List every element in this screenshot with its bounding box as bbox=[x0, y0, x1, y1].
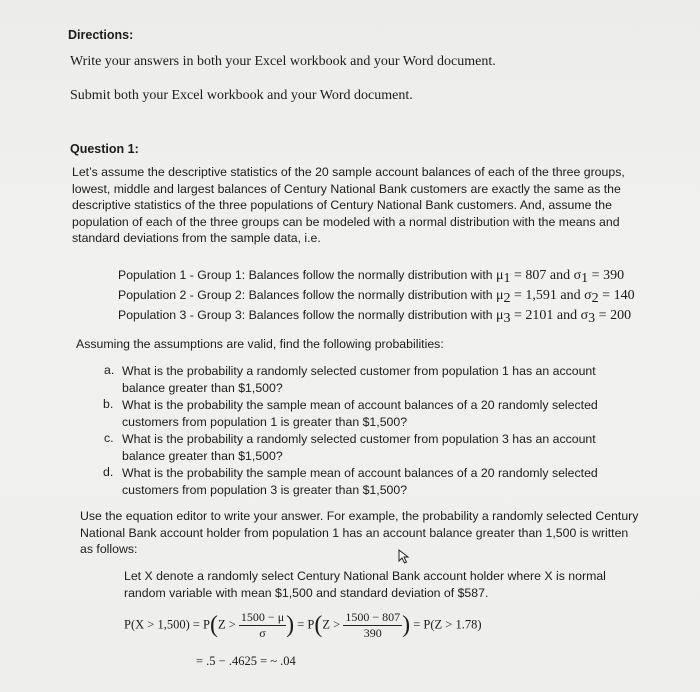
formula-z1: Z > bbox=[217, 617, 236, 632]
item-d-letter: d. bbox=[103, 465, 114, 479]
formula-eq1: = P bbox=[297, 617, 315, 632]
item-d-text: What is the probability the sample mean of account balances of a 20 randomly selected customers from population 3 is greater than $1,500? bbox=[122, 466, 598, 497]
formula-line-2: = .5 − .4625 = ~ .04 bbox=[196, 654, 296, 668]
mouse-pointer-icon bbox=[398, 549, 412, 565]
question-intro: Let’s assume the descriptive statistics of the 20 sample account balances of each of the three groups, lowest, middle and largest balances of Century National Bank customers are exactly the same as the descriptive statistics of the three populations of Century National Bank customers. And, assume the population of each of the three groups can be modeled with a normal distribution with the means and standard deviations from the sample data, i.e. bbox=[72, 165, 625, 245]
sigma-2-sub: 2 bbox=[591, 291, 599, 306]
directions-heading: Directions: bbox=[68, 28, 134, 42]
assuming-text: Assuming the assumptions are valid, find the following probabilities: bbox=[76, 337, 444, 351]
formula-lhs: P(X > 1,500) = P bbox=[124, 617, 210, 632]
sigma-1-value: = 390 bbox=[588, 268, 625, 283]
example-text: Let X denote a randomly select Century National Bank account holder where X is normal random variable with mean $1,500 and standard deviation of $587. bbox=[124, 569, 606, 600]
fraction-1-denominator: σ bbox=[259, 626, 266, 640]
sigma-1-sub: 1 bbox=[581, 271, 589, 286]
population-1 bbox=[118, 268, 624, 287]
mu-3-sub: 3 bbox=[503, 311, 511, 326]
fraction-1 bbox=[239, 610, 286, 641]
mu-2-sub: 2 bbox=[503, 291, 511, 306]
mu-1-value: = 807 and bbox=[510, 268, 574, 283]
item-c-letter: c. bbox=[104, 431, 114, 445]
equation-note: Use the equation editor to write your answer. For example, the probability a randomly selected Century National Bank account holder from population 1 has an account balance greater than 1,500 is written as follows: bbox=[80, 509, 639, 556]
item-a-letter: a. bbox=[104, 363, 115, 377]
sigma-2: σ bbox=[584, 288, 592, 303]
mu-2-value: = 1,591 and bbox=[510, 288, 585, 303]
population-3 bbox=[118, 308, 631, 327]
fraction-1-numerator: 1500 − μ bbox=[240, 610, 285, 624]
sigma-2-value: = 140 bbox=[598, 288, 635, 303]
sigma-3-value: = 200 bbox=[595, 308, 632, 323]
directions-line-1: Write your answers in both your Excel workbook and your Word document. bbox=[70, 54, 496, 69]
fraction-2 bbox=[343, 610, 402, 641]
directions-line-2: Submit both your Excel workbook and your Word document. bbox=[70, 88, 413, 103]
mu-1-sub: 1 bbox=[503, 271, 511, 286]
mu-2: μ bbox=[496, 288, 504, 303]
item-b-text: What is the probability the sample mean of account balances of a 20 randomly selected customers from population 1 is greater than $1,500? bbox=[122, 398, 598, 429]
paren-open-2: ( bbox=[314, 612, 323, 638]
fraction-2-numerator: 1500 − 807 bbox=[345, 610, 401, 624]
population-1-label: Population 1 - Group 1: Balances follow the normally distribution with bbox=[118, 268, 496, 282]
item-a-text: What is the probability a randomly selected customer from population 1 has an account balance greater than $1,500? bbox=[122, 364, 596, 395]
population-2-label: Population 2 - Group 2: Balances follow the normally distribution with bbox=[118, 288, 496, 302]
formula-z2: Z > bbox=[322, 617, 341, 632]
paren-open-1: ( bbox=[209, 612, 218, 638]
population-3-label: Population 3 - Group 3: Balances follow the normally distribution with bbox=[118, 308, 496, 322]
item-c-text: What is the probability a randomly selected customer from population 3 has an account balance greater than $1,500? bbox=[122, 432, 596, 463]
population-2 bbox=[118, 288, 635, 307]
mu-3-value: = 2101 and bbox=[510, 308, 581, 323]
fraction-2-denominator: 390 bbox=[363, 626, 382, 640]
mu-1: μ bbox=[496, 268, 504, 283]
question-heading: Question 1: bbox=[70, 142, 139, 156]
formula-rhs: = P(Z > 1.78) bbox=[413, 617, 482, 632]
paren-close-1: ) bbox=[286, 612, 295, 638]
paren-close-2: ) bbox=[402, 612, 411, 638]
sigma-3-sub: 3 bbox=[588, 311, 596, 326]
sigma-3: σ bbox=[580, 308, 589, 323]
sigma-1: σ bbox=[573, 268, 582, 283]
item-b-letter: b. bbox=[103, 397, 114, 411]
mu-3: μ bbox=[496, 308, 504, 323]
formula-line-1 bbox=[124, 610, 482, 641]
